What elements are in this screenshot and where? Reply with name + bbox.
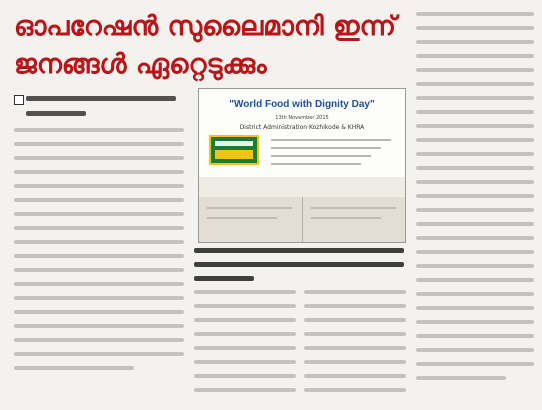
admin-text: District Administration Kozhikode & KHRA	[239, 124, 365, 131]
headline-line-1: ഓപറേഷൻ സുലൈമാനി ഇന്ന്	[14, 11, 396, 42]
headline	[14, 8, 484, 88]
sulaimani-logo	[209, 135, 259, 165]
middle-column-1-text	[194, 290, 296, 402]
subheading	[26, 96, 176, 126]
coupon-stubs	[199, 197, 405, 242]
event-title: "World Food with Dignity Day"	[229, 99, 375, 110]
left-column-text	[14, 128, 184, 380]
coupon-strip	[199, 177, 405, 197]
right-column-text	[416, 12, 534, 390]
photo-caption	[194, 248, 406, 290]
coupon-photo	[198, 88, 406, 243]
event-date: 13th November 2015	[275, 115, 329, 121]
coupon-header	[199, 89, 405, 177]
headline-line-2: ജനങ്ങൾ ഏറ്റെടുക്കും	[14, 49, 267, 80]
coupon-lines	[271, 139, 391, 171]
bullet-icon	[14, 95, 24, 105]
middle-column-2-text	[304, 290, 406, 402]
